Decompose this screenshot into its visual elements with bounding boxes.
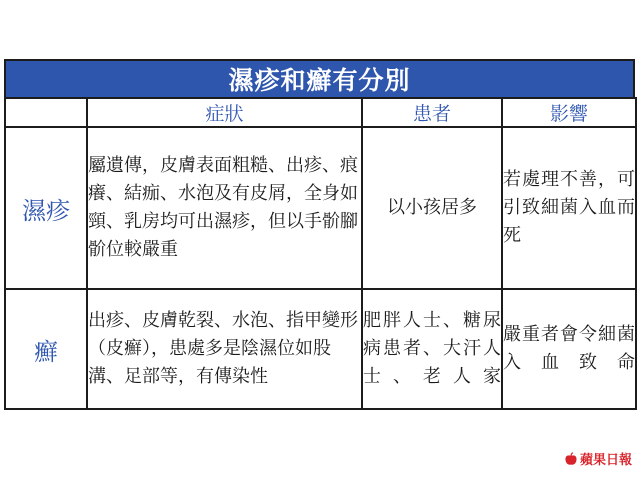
comparison-table	[4, 59, 635, 409]
table-row	[5, 289, 636, 409]
symptom-cell: 出疹、皮膚乾裂、水泡、指甲變形（皮癬），患處多是陰濕位如股溝、足部等，有傳染性	[87, 289, 362, 409]
header-blank-cell	[5, 98, 87, 127]
symptom-cell: 屬遺傳，皮膚表面粗糙、出疹、痕癢、結痂、水泡及有皮屑，全身如頸、乳房均可出濕疹，但以手骱腳骱位較嚴重	[87, 127, 362, 289]
effect-cell: 嚴重者會令細菌入血致命	[502, 289, 636, 409]
header-patient: 患者	[362, 98, 502, 127]
row-label: 癬	[5, 289, 87, 409]
logo-text: 蘋果日報	[579, 453, 632, 468]
apple-icon	[564, 452, 578, 466]
effect-cell: 若處理不善，可引致細菌入血而死	[502, 127, 636, 289]
table-title-bar	[4, 59, 635, 97]
publisher-logo	[564, 449, 632, 468]
patient-cell: 以小孩居多	[362, 127, 502, 289]
header-row	[5, 98, 636, 127]
comparison-grid	[4, 97, 637, 410]
table-row	[5, 127, 636, 289]
row-label: 濕疹	[5, 127, 87, 289]
header-effect: 影響	[502, 98, 636, 127]
patient-cell: 肥胖人士、糖尿病患者、大汗人士、老人家	[362, 289, 502, 409]
table-title: 濕疹和癬有分別	[228, 66, 411, 95]
header-symptom: 症狀	[87, 98, 362, 127]
